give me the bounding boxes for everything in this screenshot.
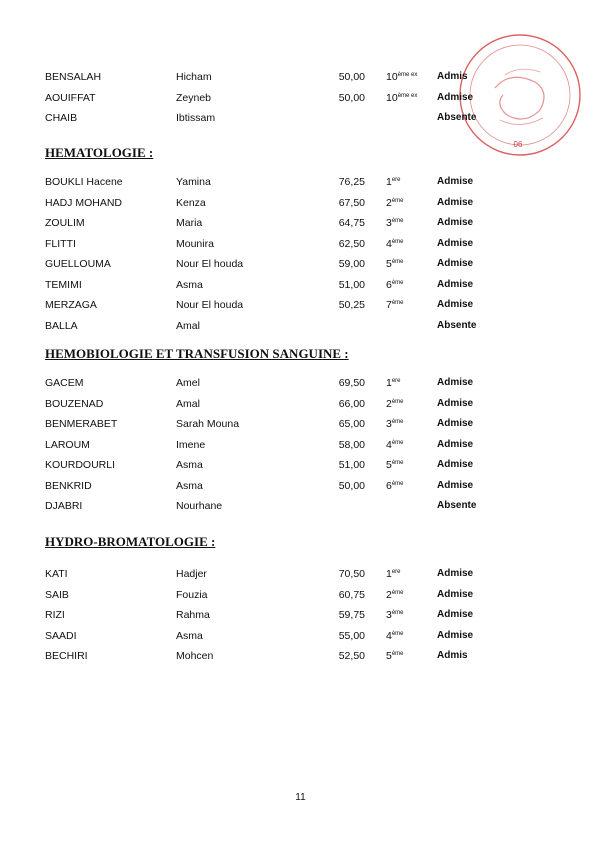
rank-suffix: ème ex — [397, 72, 418, 78]
status: Admise — [437, 397, 474, 409]
score: 62,50 — [338, 237, 365, 250]
page-number: 11 — [295, 792, 306, 803]
status: Admise — [437, 278, 474, 290]
rank-number: 1 — [386, 568, 392, 580]
table-row — [0, 439, 601, 455]
rank-suffix: ere — [391, 569, 401, 575]
score: 64,75 — [338, 217, 365, 229]
rank-number: 1 — [386, 377, 392, 389]
table-row — [0, 238, 601, 254]
status: Absente — [437, 500, 477, 511]
table-row — [0, 630, 601, 646]
last-name: SAADI — [45, 629, 77, 642]
last-name: GACEM — [45, 377, 84, 389]
last-name: BENKRID — [45, 479, 92, 492]
status: Admise — [437, 479, 474, 491]
rank — [386, 589, 404, 601]
rank-suffix: ème — [391, 197, 404, 204]
table-row — [0, 320, 601, 336]
rank-suffix: ere — [391, 378, 401, 384]
rank-suffix: ème — [391, 610, 404, 616]
first-name: Hicham — [176, 71, 212, 83]
rank-number: 10 — [386, 91, 398, 104]
rank — [386, 197, 404, 209]
score: 76,25 — [338, 176, 365, 188]
rank — [386, 630, 404, 642]
last-name: LAROUM — [45, 438, 90, 451]
rank-number: 6 — [386, 479, 392, 492]
rank — [386, 377, 401, 389]
rank-number: 7 — [386, 299, 392, 311]
first-name: Asma — [176, 629, 203, 642]
first-name: Asma — [176, 479, 203, 492]
table-row — [0, 650, 601, 666]
table-row — [0, 299, 601, 315]
status: Admis — [437, 71, 468, 82]
rank — [386, 480, 404, 492]
score: 51,00 — [338, 459, 365, 471]
score: 59,00 — [338, 258, 365, 270]
rank-number: 5 — [386, 258, 392, 270]
rank-suffix: ème — [391, 300, 404, 306]
table-row — [0, 589, 601, 605]
status: Admise — [437, 91, 474, 103]
first-name: Nourhane — [176, 500, 223, 512]
rank-suffix: ème — [391, 398, 404, 405]
rank-number: 3 — [386, 609, 392, 621]
status: Admise — [437, 217, 474, 228]
rank-number: 3 — [386, 217, 392, 229]
rank-suffix: ere — [391, 177, 401, 183]
score: 70,50 — [338, 568, 365, 580]
table-row — [0, 500, 601, 516]
rank — [386, 650, 404, 662]
rank-suffix: ème ex — [397, 92, 418, 99]
table-row — [0, 71, 601, 87]
last-name: TEMIMI — [45, 278, 82, 291]
rank-number: 3 — [386, 418, 392, 430]
last-name: HADJ MOHAND — [45, 196, 123, 209]
first-name: Amel — [176, 377, 200, 389]
last-name: BOUKLI Hacene — [45, 176, 123, 188]
rank-number: 5 — [386, 459, 392, 471]
table-row — [0, 258, 601, 274]
first-name: Asma — [176, 278, 203, 291]
rank — [386, 71, 417, 83]
score: 60,75 — [338, 588, 365, 601]
first-name: Rahma — [176, 609, 210, 621]
first-name: Sarah Mouna — [176, 418, 240, 430]
score: 51,00 — [338, 278, 365, 291]
first-name: Zeyneb — [176, 91, 212, 104]
first-name: Nour El houda — [176, 258, 244, 270]
table-row — [0, 609, 601, 625]
last-name: FLITTI — [45, 237, 76, 250]
status: Admise — [437, 438, 474, 450]
score: 67,50 — [338, 196, 365, 209]
last-name: KATI — [45, 568, 68, 580]
last-name: SAIB — [45, 588, 69, 601]
rank-suffix: ème — [391, 279, 404, 286]
rank — [386, 258, 404, 270]
score: 66,00 — [338, 397, 365, 410]
rank — [386, 299, 404, 311]
status: Absente — [437, 112, 477, 123]
status: Admise — [437, 588, 474, 600]
last-name: BENMERABET — [45, 418, 118, 430]
rank — [386, 176, 401, 188]
table-row — [0, 568, 601, 584]
rank-number: 10 — [386, 71, 398, 83]
rank-suffix: ème — [391, 419, 404, 425]
last-name: KOURDOURLI — [45, 459, 116, 471]
rank-number: 4 — [386, 629, 392, 642]
rank — [386, 459, 404, 471]
first-name: Nour El houda — [176, 299, 244, 311]
table-row — [0, 398, 601, 414]
score: 58,00 — [338, 438, 365, 451]
score: 50,25 — [338, 299, 365, 311]
first-name: Fouzia — [176, 588, 208, 601]
rank-suffix: ème — [391, 238, 404, 245]
rank — [386, 439, 404, 451]
first-name: Yamina — [176, 176, 211, 188]
rank — [386, 238, 404, 250]
table-row — [0, 217, 601, 233]
rank-number: 6 — [386, 278, 392, 291]
rank — [386, 92, 417, 104]
score: 55,00 — [338, 629, 365, 642]
last-name: BECHIRI — [45, 650, 88, 662]
last-name: GUELLOUMA — [45, 258, 111, 270]
last-name: BALLA — [45, 319, 78, 332]
table-row — [0, 279, 601, 295]
status: Admise — [437, 629, 474, 641]
rank-suffix: ème — [391, 630, 404, 637]
section-title: HEMOBIOLOGIE ET TRANSFUSION SANGUINE : — [45, 346, 349, 361]
status: Admise — [437, 568, 474, 579]
rank-suffix: ème — [391, 651, 404, 657]
rank — [386, 568, 401, 580]
first-name: Kenza — [176, 196, 206, 209]
rank-suffix: ème — [391, 259, 404, 265]
last-name: MERZAGA — [45, 299, 97, 311]
rank-number: 2 — [386, 196, 392, 209]
table-row — [0, 92, 601, 108]
first-name: Amal — [176, 319, 200, 332]
score: 59,75 — [338, 609, 365, 621]
score: 50,00 — [338, 91, 365, 104]
last-name: BOUZENAD — [45, 397, 104, 410]
stamp-number: 06 — [513, 140, 523, 149]
rank-number: 2 — [386, 397, 392, 410]
status: Admise — [437, 377, 474, 388]
rank — [386, 609, 404, 621]
last-name: BENSALAH — [45, 71, 102, 83]
status: Admise — [437, 299, 474, 310]
last-name: DJABRI — [45, 500, 83, 512]
status: Admise — [437, 258, 474, 269]
rank-number: 5 — [386, 650, 392, 662]
last-name: ZOULIM — [45, 217, 85, 229]
section-title: HEMATOLOGIE : — [45, 145, 154, 160]
rank-suffix: ème — [391, 589, 404, 596]
rank-suffix: ème — [391, 218, 404, 224]
status: Admise — [437, 609, 474, 620]
rank-number: 2 — [386, 588, 392, 601]
first-name: Maria — [176, 217, 203, 229]
table-row — [0, 197, 601, 213]
rank — [386, 217, 404, 229]
last-name: AOUIFFAT — [45, 91, 96, 104]
rank-suffix: ème — [391, 480, 404, 487]
rank-suffix: ème — [391, 460, 404, 466]
score: 50,00 — [338, 71, 365, 83]
table-row — [0, 418, 601, 434]
status: Admise — [437, 418, 474, 429]
table-row — [0, 176, 601, 192]
score: 69,50 — [338, 377, 365, 389]
rank-suffix: ème — [391, 439, 404, 446]
rank — [386, 398, 404, 410]
rank-number: 4 — [386, 237, 392, 250]
table-row — [0, 112, 601, 128]
table-row — [0, 480, 601, 496]
first-name: Mounira — [176, 237, 214, 250]
status: Admise — [437, 196, 474, 208]
rank-number: 4 — [386, 438, 392, 451]
rank-number: 1 — [386, 176, 392, 188]
first-name: Imene — [176, 438, 206, 451]
first-name: Mohcen — [176, 650, 214, 662]
status: Admise — [437, 237, 474, 249]
first-name: Amal — [176, 397, 200, 410]
first-name: Asma — [176, 459, 203, 471]
table-row — [0, 459, 601, 475]
status: Admise — [437, 176, 474, 187]
status: Admise — [437, 459, 474, 470]
score: 65,00 — [338, 418, 365, 430]
status: Absente — [437, 319, 477, 331]
last-name: CHAIB — [45, 112, 78, 124]
table-row — [0, 377, 601, 393]
status: Admis — [437, 650, 468, 661]
rank — [386, 418, 404, 430]
score: 50,00 — [338, 479, 365, 492]
score: 52,50 — [338, 650, 365, 662]
section-title: HYDRO-BROMATOLOGIE : — [45, 534, 216, 549]
last-name: RIZI — [45, 609, 65, 621]
first-name: Ibtissam — [176, 112, 216, 124]
first-name: Hadjer — [176, 568, 207, 580]
rank — [386, 279, 404, 291]
